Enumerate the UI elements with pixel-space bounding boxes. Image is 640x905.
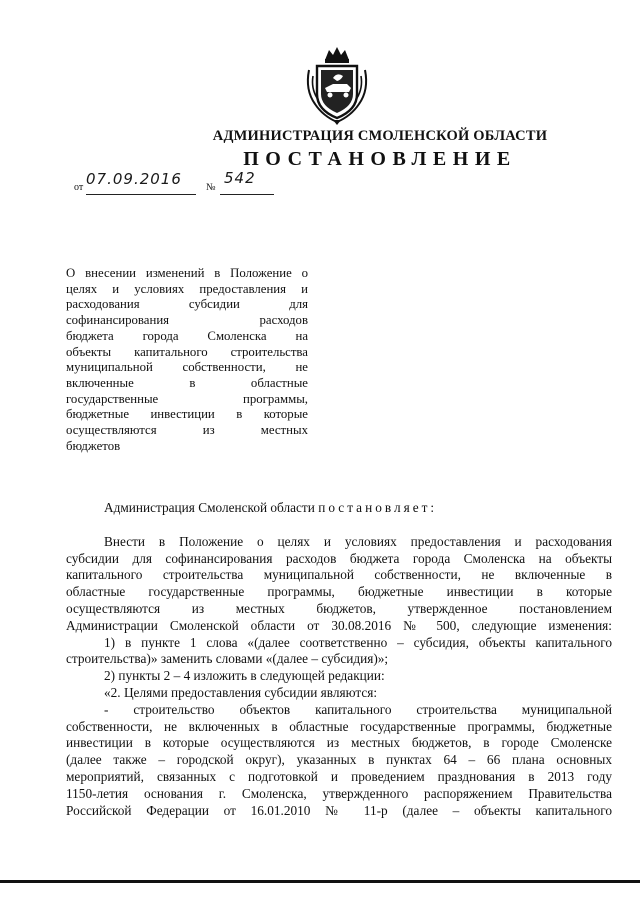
date-underline: [86, 194, 196, 195]
body-line: субсидии для софинансирования расходов бюджета города Смоленска на объекты: [66, 550, 612, 566]
subject-line: целях и условиях предоставления и: [66, 281, 308, 296]
date-label: от: [74, 182, 84, 193]
body-line: Внести в Положение о целях и условиях предоставления и расходования: [104, 533, 612, 549]
subject-line: бюджетов: [66, 438, 121, 453]
subject-line: государственные программы,: [66, 391, 308, 406]
paragraph-gap: [66, 517, 612, 534]
document-body: [66, 500, 612, 819]
coat-of-arms-icon: [303, 44, 371, 126]
subject-line: муниципальной собственности, не: [66, 360, 308, 375]
decree-statement: [66, 500, 612, 517]
decree-verb: постановляет:: [318, 500, 438, 515]
body-line: областные государственные программы, бюджетные инвестиции в которые: [66, 584, 612, 600]
body-line: инвестиции в которые осуществляются из местных бюджетов, в городе Смоленске: [66, 735, 612, 751]
subject-line: включенные в областные: [66, 375, 308, 390]
body-line: 2) пункты 2 – 4 изложить в следующей редакции:: [104, 668, 385, 684]
handwritten-number: 542: [224, 169, 256, 187]
subject-line: бюджетные инвестиции в которые: [66, 407, 308, 422]
body-line: - строительство объектов капитального строительства муниципальной: [104, 701, 612, 717]
body-line: «2. Целями предоставления субсидии являются:: [104, 684, 378, 700]
body-line: капитального строительства муниципальной собственности, не включенные в: [66, 567, 612, 583]
body-line: Российской Федерации от 16.01.2010 № 11-р (далее – объекты капитального: [66, 802, 612, 818]
scan-edge-rule: [0, 880, 640, 883]
body-line: строительства)» заменить словами «(далее – субсидия)»;: [66, 651, 389, 667]
document-type-title: ПОСТАНОВЛЕНИЕ: [243, 148, 517, 170]
handwritten-date: 07.09.2016: [86, 170, 182, 188]
document-subject: [66, 266, 308, 454]
body-line: осуществляются из местных бюджетов, утвержденное постановлением: [66, 600, 612, 616]
subject-line: объекты капитального строительства: [66, 344, 308, 359]
subject-line: расходования субсидии для: [66, 297, 308, 312]
body-line: мероприятий, связанных с подготовкой и проведением празднования в 2013 году: [66, 768, 612, 784]
decree-intro: Администрация Смоленской области: [104, 500, 315, 515]
subject-line: О внесении изменений в Положение о: [66, 266, 308, 280]
subject-line: бюджета города Смоленска на: [66, 328, 308, 343]
body-line: 1150-летия основания г. Смоленска, утвержденного распоряжением Правительства: [66, 785, 612, 801]
subject-line: софинансирования расходов: [66, 313, 308, 328]
body-line: (далее также – городской округ), указанных в пунктах 64 – 66 плана основных: [66, 752, 612, 768]
number-label: №: [206, 182, 216, 193]
body-line: собственности, не включенных в областные государственные программы, бюджетные: [66, 718, 612, 734]
organization-title: АДМИНИСТРАЦИЯ СМОЛЕНСКОЙ ОБЛАСТИ: [212, 128, 548, 144]
subject-line: осуществляются из местных: [66, 423, 308, 438]
body-line: Администрации Смоленской области от 30.08.2016 № 500, следующие изменения:: [66, 617, 612, 633]
number-underline: [220, 194, 274, 195]
body-line: 1) в пункте 1 слова «(далее соответственно – субсидия, объекты капитального: [104, 634, 612, 650]
